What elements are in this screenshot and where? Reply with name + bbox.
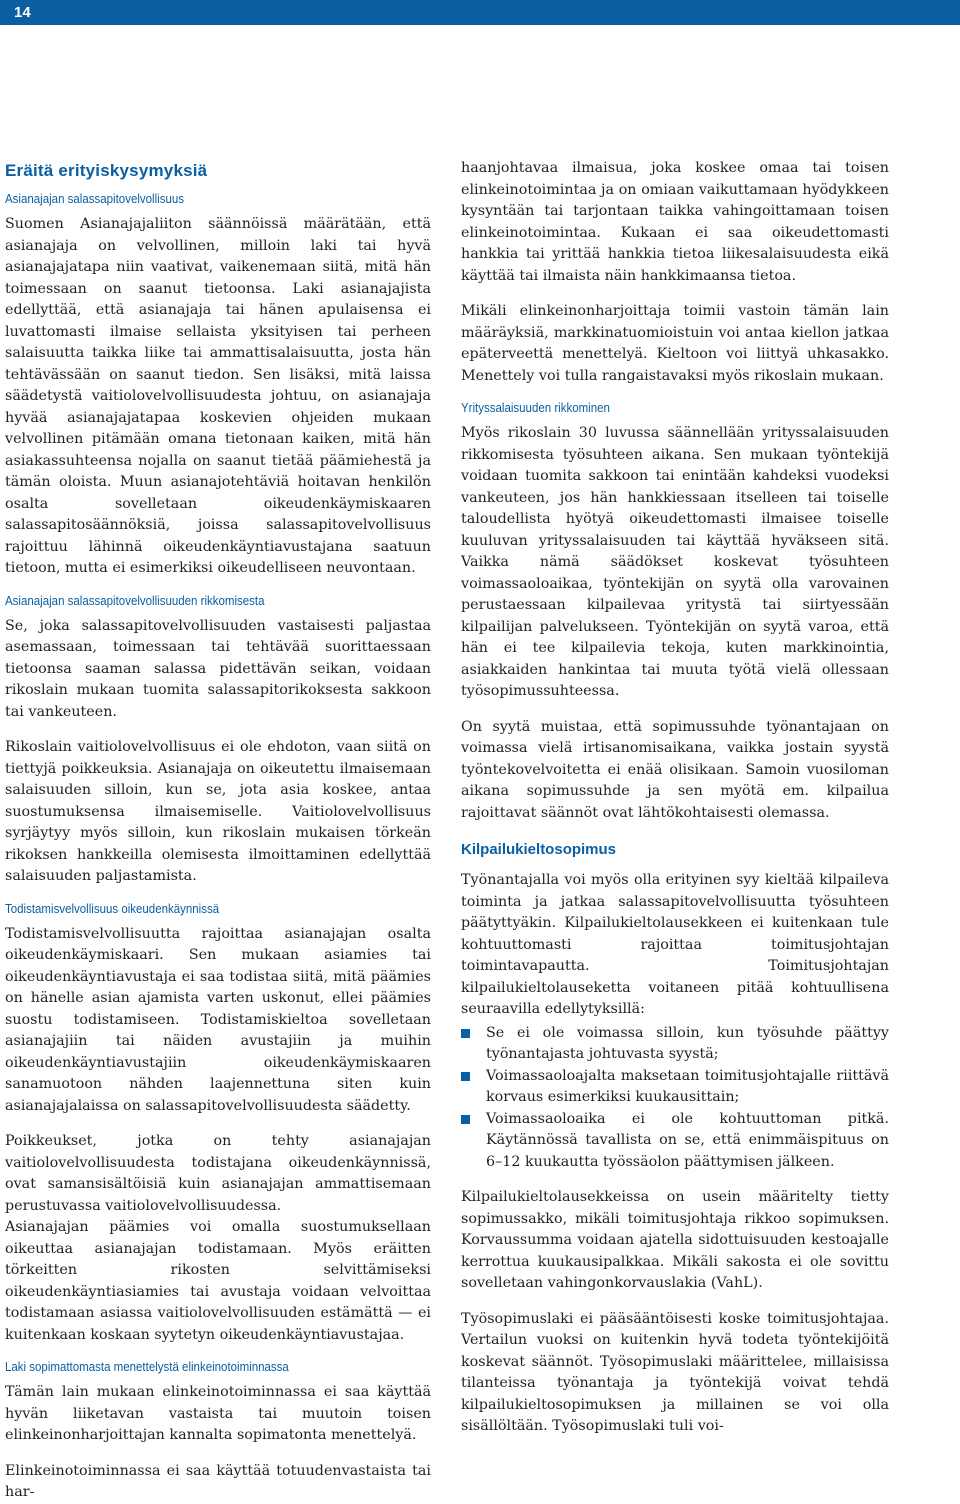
list-item [461, 1066, 889, 1109]
paragraph: Asianajajan päämies voi omalla suostumuksellaan oikeuttaa asianajajan todistamaan. Myös eräitten törkeitten rikosten selvittämiseksi oikeudenkäyntiasiamies tai avustaja voidaan velvoittaa todistamaan asiassa vaitiolovelvollisuuden estämättä — ei kuitenkaan koskaan syytetyn oikeudenkäyntiavustajaa. [5, 1219, 431, 1343]
page-header-bar [0, 0, 960, 25]
list-item-text: Voimassaoloaika ei ole kohtuuttoman pitkä. Käytännössä tavallista on se, että enimmäispituus on 6–12 kuukautta työssäolon päättymisen jälkeen. [486, 1110, 889, 1170]
paragraph: Todistamisvelvollisuutta rajoittaa asianajajan osalta oikeudenkäymiskaari. Sen mukaan asiamies tai oikeudenkäyntiavustaja ei saa todistaa siitä, mitä päämies on hänelle asian ajamista varten uskonut, ellei päämies suostu todistamiseen. Todistamiskieltoa sovelletaan asianajajiin tai näiden avustajiin ja muihin oikeudenkäyntiavustajiin oikeudenkäymiskaaren sanamuotoon nähden laajennettuna siten kuin asianajajalaissa on salassapitovelvollisuudesta säädetty. [5, 925, 431, 1114]
section-title-confidentiality: Asianajajan salassapitovelvollisuus [5, 192, 184, 206]
section-title-testimony: Todistamisvelvollisuus oikeudenkäynnissä [5, 901, 220, 916]
list-item [461, 1023, 889, 1066]
square-bullet-icon [461, 1072, 470, 1081]
section-title-breach: Asianajajan salassapitovelvollisuuden rikkomisesta [5, 593, 265, 608]
paragraph: Se, joka salassapitovelvollisuuden vastaisesti paljastaa asemassaan, toimessaan tai tehtävää suorittaessaan tietoonsa saaman salassa pidettävän seikan, voidaan rikoslain mukaan tuomita salassapitorikoksesta sakkoon tai vankeuteen. [5, 617, 431, 720]
paragraph: Työsopimuslaki ei pääsääntöisesti koske toimitusjohtajaa. Vertailun vuoksi on kuitenkin hyvä todeta työntekijöitä koskevat säännöt. Työsopimuslaki määrittelee, millaisissa tilanteissa työnantaja ja työntekijä voivat tehdä kilpailukieltosopimuksen ja millainen se voi olla sisällöltään. Työsopimuslaki tuli voi- [461, 1310, 889, 1434]
list-item [461, 1109, 889, 1174]
square-bullet-icon [461, 1115, 470, 1124]
paragraph: Suomen Asianajajaliiton säännöissä määrätään, että asianajaja on velvollinen, milloin laki tai hyvä asianajajatapa niin vaativat, vaikenemaan siitä, mitä hän toimessaan on saanut tietoonsa. Laki asianajajista edellyttää, että asianajaja tai hänen apulaisensa ei luvattomasti ilmaise sellaista yksityisen tai perheen salaisuutta taikka liike tai ammattisalaisuutta, josta hän tehtävässään on saanut tiedon. Sen lisäksi, mitä laissa säädetystä vaitiolovelvollisuudesta johtuu, on asianajaja hyvää asianajajatapaa koskevien ohjeiden mukaan velvollinen pitämään omana tietonaan kaiken, mitä hän asiakassuhteensa nojalla on saanut tietää päämiehestä ja tämän oloista. Muun asianajotehtäviä hoitavan henkilön osalta sovelletaan oikeudenkäymiskaaren salassapitosäännöksiä, joissa salassapitovelvollisuus rajoittuu lähinnä oikeudenkäyntiavustajana saatuun tietoon, mutta ei esimerkiksi oikeudelliseen neuvontaan. [5, 216, 431, 576]
square-bullet-icon [461, 1029, 470, 1038]
paragraph: Työnantajalla voi myös olla erityinen syy kieltää kilpaileva toiminta ja jatkaa salassapitovelvollisuutta työsuhteen päätyttyäkin. Kilpailukieltolausekkeen ei kuitenkaan tule kohtuuttomasti rajoittaa toimitusjohtajan toimintavapautta. Toimitusjohtajan kilpailukieltolauseketta voitaneen pitää kohtuullisena seuraavilla edellytyksillä: [461, 872, 889, 1017]
list-item-text: Se ei ole voimassa silloin, kun työsuhde päättyy työnantajasta johtuvasta syystä; [486, 1024, 889, 1062]
right-column [461, 158, 889, 1438]
paragraph: Mikäli elinkeinonharjoittaja toimii vastoin tämän lain määräyksiä, markkinatuomioistuin voi antaa kiellon jatkaa epäterveettä menettelyä. Kieltoon voi liittyä uhkasakko. Menettely voi tulla rangaistavaksi myös rikoslain mukaan. [461, 303, 889, 384]
list-item-text: Voimassaoloajalta maksetaan toimitusjohtajalle riittävä korvaus esimerkiksi kuukausittain; [486, 1067, 889, 1105]
paragraph: haanjohtavaa ilmaisua, joka koskee omaa tai toisen elinkeinotoimintaa ja on omiaan vaikuttamaan hyödykkeen kysyntään tai tarjontaan taikka vahingoittamaan toisen elinkeinotoimintaa. Kukaan ei saa oikeudettomasti hankkia tai yrittää hankkia tietoa liikesalaisuudesta eikä käyttää tai ilmaista näin hankkimaansa tietoa. [461, 160, 889, 284]
conditions-list [461, 1023, 889, 1174]
paragraph: Rikoslain vaitiolovelvollisuus ei ole ehdoton, vaan siitä on tiettyjä poikkeuksia. Asianajaja on oikeutettu ilmaisemaan salaisuuden silloin, kun se, jota asia koskee, antaa suostumuksensa ilmaisemiselle. Vaitiolovelvollisuus syrjäytyy myös silloin, kun rikoslain mukaisen törkeän rikoksen hankkeilla olemisesta ilmoittaminen edellyttää salaisuuden paljastamista. [5, 739, 431, 884]
left-column [5, 158, 431, 1504]
paragraph: On syytä muistaa, että sopimussuhde työnantajaan on voimassa vielä irtisanomisaikana, vaikka jostain syystä työntekovelvoitetta ei enää olisikaan. Samoin vuosiloman aikana sopimussuhde ja sen myötä em. kilpailua rajoittavat säännöt ovat lähtökohtaisesti olemassa. [461, 718, 889, 821]
section-title-unfair-practices: Laki sopimattomasta menettelystä elinkeinotoiminnassa [5, 1360, 289, 1374]
paragraph: Kilpailukieltolausekkeissa on usein määritelty tietty sopimussakko, mikäli toimitusjohtaja rikkoo sopimuksen. Korvaussumma voidaan ajatella sidottuisuuden kestoajalle kerrottua kuukausipalkkaa. Mikäli sakosta ei ole sovittu sovelletaan vahingonkorvauslakia (VahL). [461, 1189, 889, 1291]
paragraph: Elinkeinotoiminnassa ei saa käyttää totuudenvastaista tai har- [5, 1462, 431, 1500]
section-heading-non-compete: Kilpailukieltosopimus [461, 841, 617, 858]
paragraph: Tämän lain mukaan elinkeinotoiminnassa ei saa käyttää hyvän liiketavan vastaista tai muutoin toisen elinkeinonharjoittajan kannalta sopimatonta menettelyä. [5, 1384, 431, 1443]
page-number: 14 [14, 4, 31, 21]
main-heading: Eräitä erityiskysymyksiä [5, 161, 208, 180]
paragraph: Poikkeukset, jotka on tehty asianajajan vaitiolovelvollisuudesta todistajana oikeudenkäynnissä, ovat samansisältöisiä kuin asianajajan ammattisemaan perustuvassa vaitiolovelvollisuudessa. [5, 1133, 431, 1214]
section-title-trade-secret: Yrityssalaisuuden rikkominen [461, 401, 610, 415]
paragraph: Myös rikoslain 30 luvussa säännellään yrityssalaisuuden rikkomisesta työsuhteen aikana. Sen mukaan työntekijä voidaan tuomita sakkoon tai enintään kahdeksi vuodeksi vankeuteen, jos hän hankkiessaan itselleen tai toiselle taloudellista hyötyä oikeudettomasti ilmaisee toiselle kuuluvan yrityssalaisuuden tai käyttää hyväkseen sitä. Vaikka nämä säädökset koskevat työsuhteen voimassaoloaikaa, työntekijän on syytä olla varovainen perustaessaan kilpailevaa yritystä tai siirtyessään kilpailijan palvelukseen. Työntekijän on syytä varoa, että hän ei tee kilpailevia tekoja, kuten markkinointia, asiakkaiden hankintaa tai muuta työtä vielä ollessaan työsopimussuhteessa. [461, 425, 889, 699]
